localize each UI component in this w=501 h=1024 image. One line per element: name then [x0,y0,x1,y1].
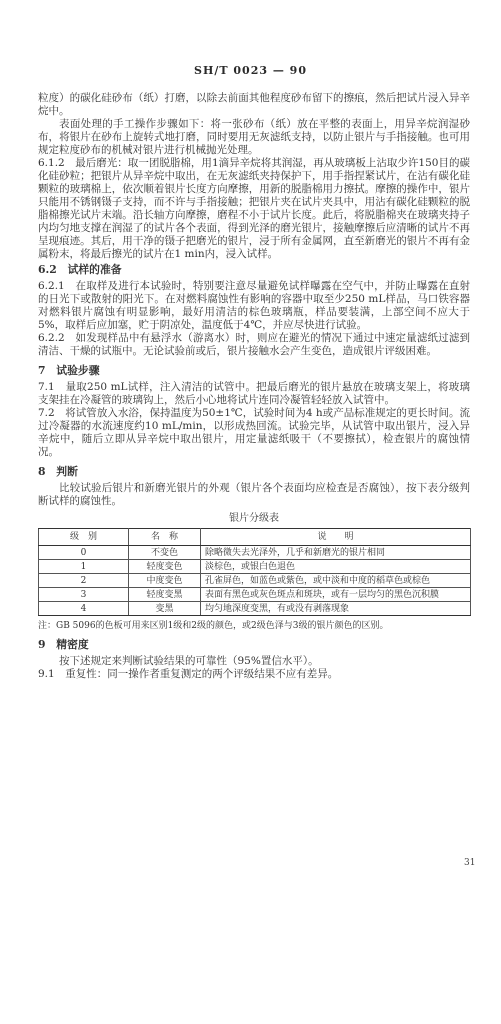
header-level: 级 别 [39,529,129,546]
heading-7: 7 试验步骤 [38,364,100,377]
clause-6-2-1: 6.2.1 在取样及进行本试验时，特别要注意尽量避免试样曝露在空气中，并防止曝露在直射的日光下或散射的阳光下。在对燃料腐蚀性有影响的容器中取至少250 mL样品，马口铁容器对燃料银片腐蚀有明显影响，最好用清洁的棕色玻璃瓶，样品要装满，上部空间不应大于5%，取样后应加塞，贮于阴凉处，温度低于4℃，并应尽快进行试验。 [38,280,470,331]
paragraph-judgement: 比较试验后银片和新磨光银片的外观（银片各个表面均应检查是否腐蚀），按下表分级判断试样的腐蚀性。 [38,482,470,507]
cell-name: 轻度变黑 [129,588,201,602]
cell-description: 孔雀屏色，如蓝色或紫色，或中淡和中度的稻草色或棕色 [201,574,471,588]
cell-description: 除略微失去光泽外，几乎和新磨光的银片相同 [201,546,471,560]
table-row [39,602,471,616]
paragraph-surface-treatment: 表面处理的手工操作步骤如下：将一张砂布（纸）放在平整的表面上，用异辛烷润湿砂布，将银片在砂布上旋转式地打磨，同时要用无灰滤纸支持，以防止银片与手指接触。也可用规定粒度砂布的机械对银片进行机械抛光处理。 [38,118,470,156]
heading-9: 9 精密度 [38,638,89,651]
silver-strip-grade-table [38,528,471,616]
cell-name: 不变色 [129,546,201,560]
header-name: 名 称 [129,529,201,546]
clause-7-2: 7.2 将试管放入水浴，保持温度为50±1℃，试验时间为4 h或产品标准规定的更长时间。流过冷凝器的水流速度约10 mL/min，以形成热回流。试验完毕，从试管中取出银片，浸入异辛烷中，随后立即从异辛烷中取出银片，用定量滤纸吸干（不要擦拭），检查银片的腐蚀情况。 [38,407,470,458]
table-row [39,560,471,574]
clause-9-1: 9.1 重复性：同一操作者重复测定的两个评级结果不应有差异。 [38,668,339,680]
cell-name: 变黑 [129,602,201,616]
clause-7-1: 7.1 量取250 mL试样，注入清洁的试管中。把最后磨光的银片悬放在玻璃支架上，将玻璃支架挂在冷凝管的玻璃钩上，然后小心地将试片连同冷凝管轻轻放入试管中。 [38,381,470,406]
cell-level: 3 [39,588,129,602]
table-row [39,546,471,560]
heading-8: 8 判断 [38,465,78,478]
paragraph-precision: 按下述规定来判断试验结果的可靠性（95%置信水平）。 [59,655,319,667]
cell-name: 轻度变色 [129,560,201,574]
heading-6-2: 6.2 试样的准备 [38,263,122,276]
cell-name: 中度变色 [129,574,201,588]
header-description: 说 明 [201,529,471,546]
paragraph-continued: 粒度）的碳化硅砂布（纸）打磨，以除去前面其他程度砂布留下的擦痕，然后把试片浸入异辛烷中。 [38,92,470,117]
page-number: 31 [464,858,476,868]
cell-description: 淡棕色，或银白色退色 [201,560,471,574]
clause-6-1-2: 6.1.2 最后磨光：取一团脱脂棉，用1滴异辛烷将其润湿，再从玻璃板上沾取少许150目的碳化硅砂粒；把银片从异辛烷中取出，在无灰滤纸夹持保护下，用手指捏紧试片，在沾有碳化硅颗粒的玻璃棉上，依次顺着银片长度方向摩擦，用新的脱脂棉用力擦拭。摩擦的操作中，银片只能用不锈钢镊子支持，而不许与手指接触；把银片夹在试片夹具中，用沾有碳化硅颗粒的脱脂棉擦光试片末端。沿长轴方向摩擦，磨程不小于试片长度。此后，将脱脂棉夹在玻璃夹持子内均匀地支撑在润湿了的试片各个表面，得到光泽的磨光银片，接触摩擦后应清晰的试片不再呈现痕迹。其后，用干净的镊子把磨光的银片，浸于所有金属网，直至新磨光的银片不再有金属粉末，将最后擦光的试片在1 min内，浸入试样。 [38,157,470,260]
cell-level: 0 [39,546,129,560]
cell-description: 表面有黑色或灰色斑点和斑块，或有一层均匀的黑色沉积膜 [201,588,471,602]
cell-level: 4 [39,602,129,616]
table-header-row [39,529,471,546]
cell-level: 1 [39,560,129,574]
table-row [39,588,471,602]
document-body [38,92,470,681]
cell-level: 2 [39,574,129,588]
cell-description: 均匀地深度变黑，有或没有剥落现象 [201,602,471,616]
table-title: 银片分级表 [229,513,279,524]
table-note: 注：GB 5096的色板可用来区别1级和2级的颜色，或2级色泽与3级的银片颜色的区别。 [38,621,389,631]
table-row [39,574,471,588]
running-header: SH/T 0023 — 90 [194,64,307,77]
clause-6-2-2: 6.2.2 如发现样品中有悬浮水（游离水）时，则应在避光的情况下通过中速定量滤纸过滤到清洁、干燥的试瓶中。无论试验前或后，银片接触水会产生变色，造成银片评级困难。 [38,332,470,357]
